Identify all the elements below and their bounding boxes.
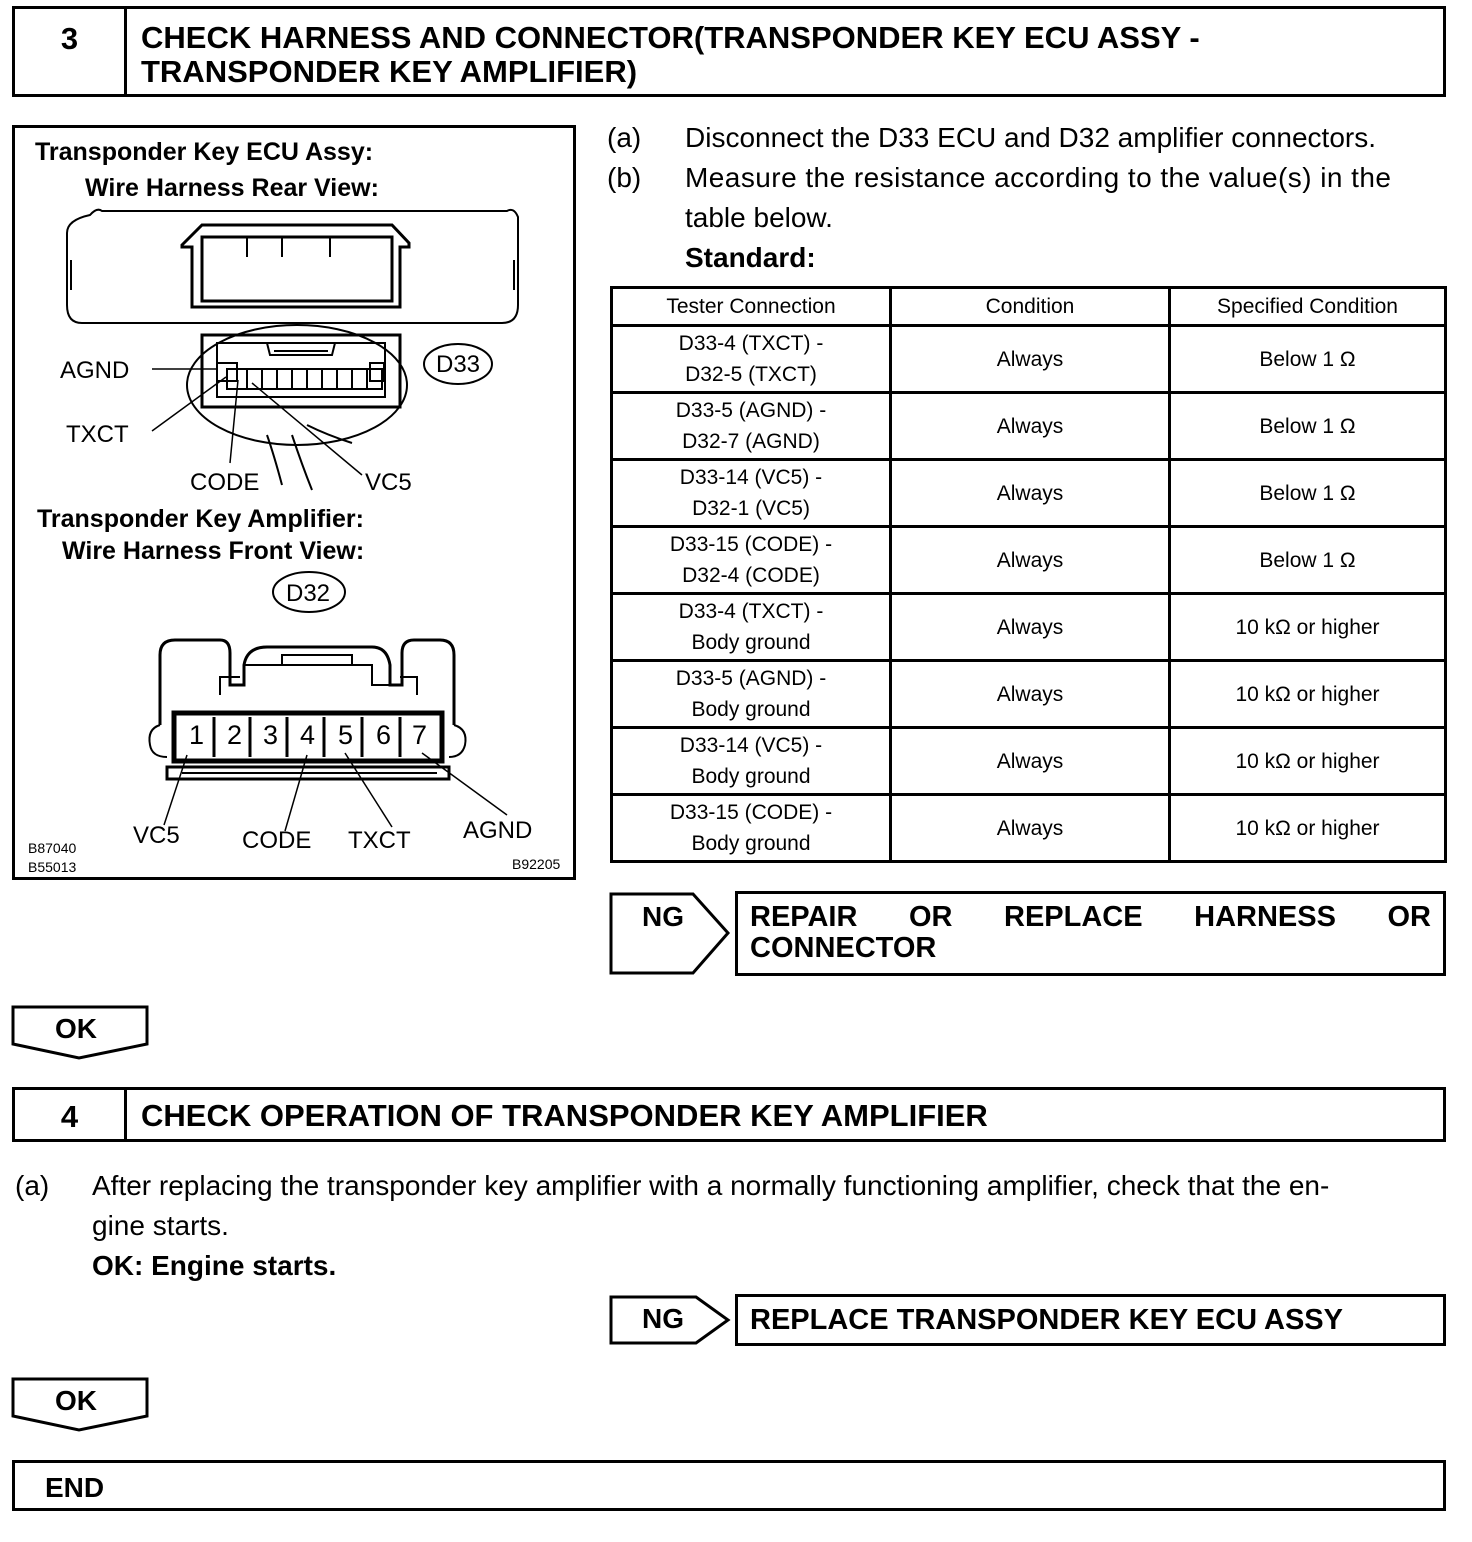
cell-condition: Always — [891, 527, 1170, 594]
ok-label-2: OK — [55, 1385, 97, 1416]
connection-from: D33-5 (AGND) - — [675, 399, 827, 422]
amp-pin-number: 3 — [263, 720, 279, 750]
connection-from: D33-14 (VC5) - — [679, 734, 823, 757]
cell-specified-condition: 10 kΩ or higher — [1170, 795, 1446, 862]
amp-title-1: Transponder Key Amplifier: — [37, 505, 364, 533]
cell-tester-connection — [612, 460, 891, 527]
ecu-pin-txct: TXCT — [66, 421, 129, 448]
ecu-title-1: Transponder Key ECU Assy: — [35, 138, 374, 166]
standard-label: Standard: — [685, 242, 816, 273]
connection-to: Body ground — [691, 765, 811, 788]
amp-pin-number: 5 — [338, 720, 354, 750]
connection-to: Body ground — [691, 631, 811, 654]
step4-header — [12, 1087, 1446, 1142]
connection-to: D32-4 (CODE) — [682, 564, 820, 587]
cell-specified-condition: 10 kΩ or higher — [1170, 661, 1446, 728]
step3-title — [127, 9, 1443, 94]
amp-pin-number: 4 — [300, 720, 316, 750]
end-box — [12, 1460, 1446, 1511]
step4-title: CHECK OPERATION OF TRANSPONDER KEY AMPLIFIER — [141, 1098, 988, 1133]
cell-tester-connection — [612, 728, 891, 795]
resistance-table — [610, 286, 1447, 863]
cell-specified-condition: Below 1 Ω — [1170, 393, 1446, 460]
step3-number: 3 — [15, 9, 127, 94]
cell-condition: Always — [891, 728, 1170, 795]
table-header-row — [612, 288, 1446, 326]
ng-action-1 — [735, 891, 1446, 976]
amp-pin-code: CODE — [242, 827, 312, 854]
connection-from: D33-4 (TXCT) - — [678, 600, 824, 623]
connection-to: D32-1 (VC5) — [692, 497, 810, 520]
amp-pin-vc5: VC5 — [133, 822, 180, 849]
amp-pin-number: 2 — [227, 720, 243, 750]
cell-condition: Always — [891, 326, 1170, 393]
amp-title-2: Wire Harness Front View: — [62, 537, 365, 565]
ng-label-2: NG — [642, 1303, 684, 1334]
amp-connector-label: D32 — [286, 580, 331, 607]
cell-tester-connection — [612, 661, 891, 728]
connection-from: D33-15 (CODE) - — [669, 533, 833, 556]
ng-label-1: NG — [642, 901, 684, 932]
table-row — [612, 661, 1446, 728]
table-row — [612, 728, 1446, 795]
cell-specified-condition: 10 kΩ or higher — [1170, 594, 1446, 661]
cell-tester-connection — [612, 527, 891, 594]
step4-number: 4 — [15, 1090, 127, 1139]
cell-condition: Always — [891, 594, 1170, 661]
instruction-a-label: (a) — [607, 122, 642, 153]
connection-from: D33-14 (VC5) - — [679, 466, 823, 489]
header-tester-connection: Tester Connection — [612, 288, 891, 326]
table-row — [612, 795, 1446, 862]
instruction-b-label: (b) — [607, 162, 642, 193]
instruction-b-text-1: Measure the resistance according to the value(s) in the — [685, 162, 1392, 193]
cell-condition: Always — [891, 393, 1170, 460]
cell-condition: Always — [891, 661, 1170, 728]
header-specified-condition: Specified Condition — [1170, 288, 1446, 326]
ecu-pin-agnd: AGND — [60, 357, 130, 384]
ref-code-3: B92205 — [512, 856, 561, 872]
cell-tester-connection — [612, 393, 891, 460]
connection-to: Body ground — [691, 832, 811, 855]
ng-action-1-line1: REPAIR OR REPLACE HARNESS OR — [750, 901, 1431, 933]
cell-tester-connection — [612, 795, 891, 862]
connection-to: Body ground — [691, 698, 811, 721]
cell-specified-condition: 10 kΩ or higher — [1170, 728, 1446, 795]
connector-drawing — [12, 125, 576, 880]
step3-header — [12, 6, 1446, 97]
connector-diagram — [12, 125, 576, 880]
connection-from: D33-5 (AGND) - — [675, 667, 827, 690]
ok-label-1: OK — [55, 1013, 97, 1044]
ref-code-1: B87040 — [28, 840, 77, 856]
ecu-pin-code: CODE — [190, 469, 260, 496]
step4-ok-line: OK: Engine starts. — [92, 1250, 337, 1281]
ecu-connector-label: D33 — [436, 351, 481, 378]
step4-a-label: (a) — [15, 1170, 50, 1201]
instruction-a-text: Disconnect the D33 ECU and D32 amplifier connectors. — [685, 122, 1377, 153]
ecu-title-2: Wire Harness Rear View: — [85, 174, 379, 202]
connection-to: D32-5 (TXCT) — [685, 363, 817, 386]
ng-action-1-line2: CONNECTOR — [750, 932, 937, 964]
ecu-pin-vc5: VC5 — [365, 469, 412, 496]
table-row — [612, 594, 1446, 661]
connection-from: D33-4 (TXCT) - — [678, 332, 824, 355]
table-row — [612, 326, 1446, 393]
cell-tester-connection — [612, 594, 891, 661]
amp-pin-number: 6 — [376, 720, 392, 750]
amp-pin-number: 7 — [412, 720, 428, 750]
cell-condition: Always — [891, 795, 1170, 862]
step4-text-line2: gine starts. — [92, 1210, 229, 1241]
ng-action-2: REPLACE TRANSPONDER KEY ECU ASSY — [735, 1294, 1446, 1346]
connection-from: D33-15 (CODE) - — [669, 801, 833, 824]
amp-pin-txct: TXCT — [348, 827, 411, 854]
end-label: END — [45, 1472, 105, 1503]
cell-tester-connection — [612, 326, 891, 393]
connection-to: D32-7 (AGND) — [682, 430, 820, 453]
table-row — [612, 393, 1446, 460]
header-condition: Condition — [891, 288, 1170, 326]
cell-condition: Always — [891, 460, 1170, 527]
amp-pin-agnd: AGND — [463, 817, 533, 844]
cell-specified-condition: Below 1 Ω — [1170, 460, 1446, 527]
instruction-b-text-2: table below. — [685, 202, 833, 233]
step3-title-line2: TRANSPONDER KEY AMPLIFIER) — [141, 54, 638, 89]
step3-title-line1: CHECK HARNESS AND CONNECTOR(TRANSPONDER KEY ECU ASSY - — [141, 20, 1200, 55]
table-row — [612, 527, 1446, 594]
ref-code-2: B55013 — [28, 859, 77, 875]
step4-text-line1: After replacing the transponder key amplifier with a normally functioning amplifier, check that the en- — [92, 1170, 1330, 1201]
cell-specified-condition: Below 1 Ω — [1170, 326, 1446, 393]
amp-pin-number: 1 — [189, 720, 205, 750]
table-row — [612, 460, 1446, 527]
cell-specified-condition: Below 1 Ω — [1170, 527, 1446, 594]
